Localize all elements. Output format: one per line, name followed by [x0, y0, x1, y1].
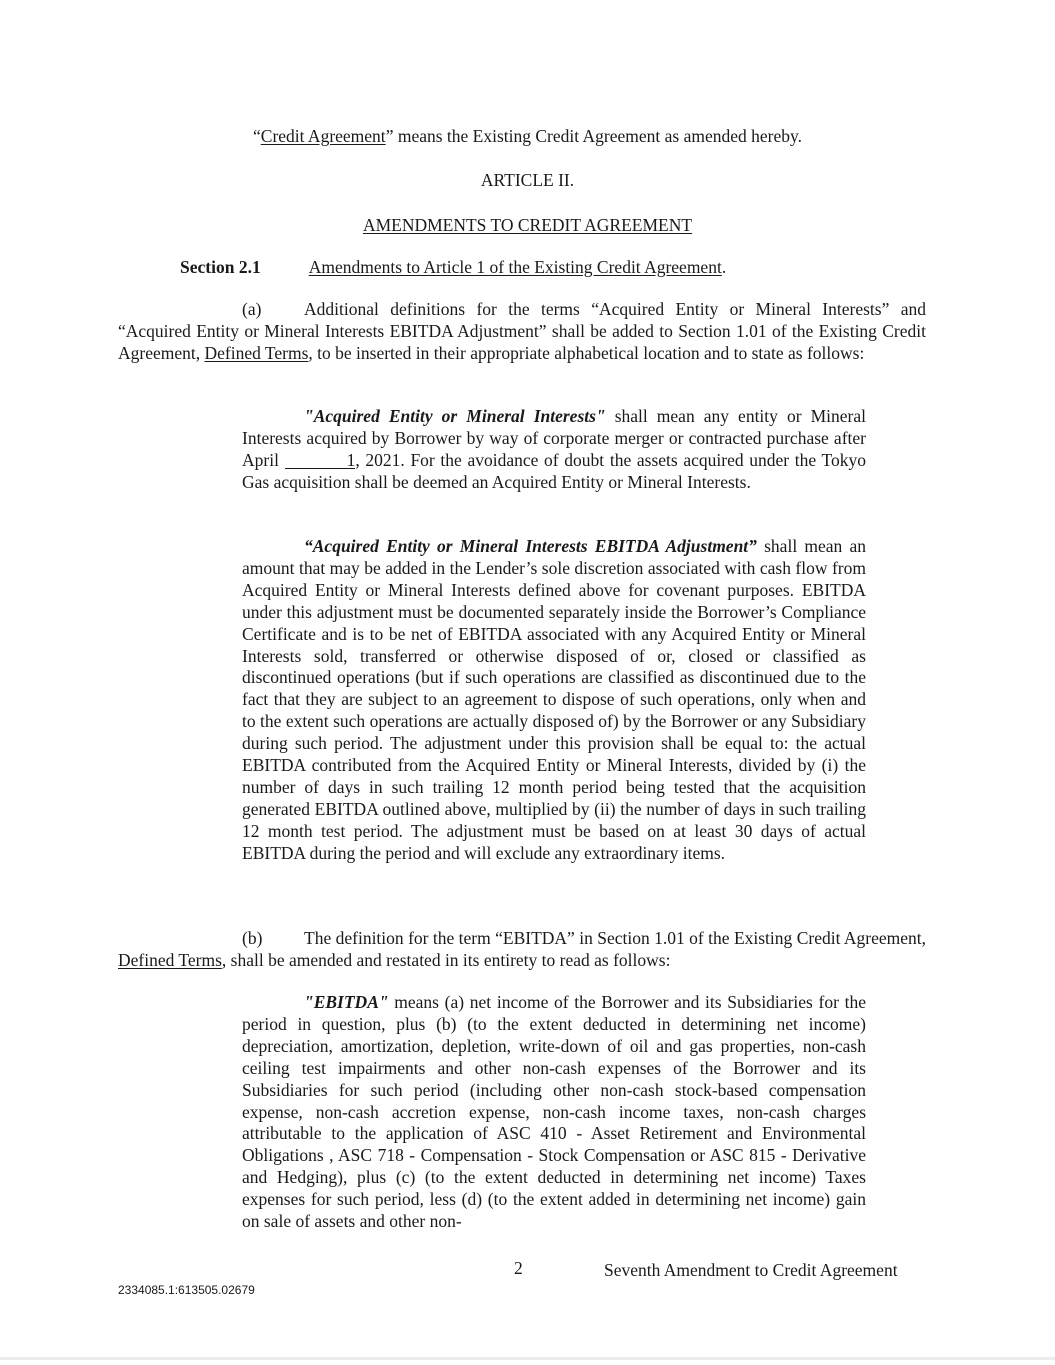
paragraph-a-text-end: , to be inserted in their appropriate alphabetical location and to state as follows:: [308, 342, 865, 363]
credit-agreement-definition: [0, 125, 1055, 147]
paragraph-b-marker: (b): [242, 928, 263, 948]
footer-document-title: Seventh Amendment to Credit Agreement: [604, 1260, 898, 1280]
section-title: Amendments to Article 1 of the Existing Credit Agreement: [308, 257, 722, 277]
article-heading: ARTICLE II.: [480, 170, 575, 190]
defined-term-credit-agreement: Credit Agreement: [260, 126, 386, 146]
date-blank-field: 1: [285, 452, 356, 469]
section-title-period: .: [721, 257, 727, 277]
definition-ebitda-adjustment-text: shall mean an amount that may be added in the Lender’s sole discretion associated with cash flow from Acquired Entity or Mineral Interests defined above for covenant purposes. EBITDA under this adjustment must be documented separately inside the Borrower’s Compliance Certificate and is to be net of EBITDA associated with any Acquired Entity or Mineral Interests sold, transferred or otherwise disposed of or, closed or classified as discontinued operations (but if such operations are classified as discontinued due to the fact that they are subject to an agreement to dispose of such operations, only when and to the extent such operations are actually disposed of) by the Borrower or any Subsidiary during such period. The adjustment under this provision shall be equal to: the actual EBITDA contributed from the Acquired Entity or Mineral Interests, divided by (i) the number of days in such trailing 12 month period being tested that the acquisition generated EBITDA outlined above, multiplied by (ii) the number of days in such trailing 12 month test period. The adjustment must be based on at least 30 days of actual EBITDA during the period and will exclude any extraordinary items.: [242, 536, 866, 863]
page-number: 2: [514, 1258, 523, 1278]
defined-term-ebitda: "EBITDA": [304, 992, 389, 1012]
defined-term-ebitda-adjustment: “Acquired Entity or Mineral Interests EBITDA Adjustment”: [304, 536, 757, 556]
footer-document-id: 2334085.1:613505.02679: [118, 1283, 255, 1297]
definition-ebitda: [242, 992, 866, 1233]
definition-acquired-entity-text-end: , 2021. For the avoidance of doubt the assets acquired under the Tokyo Gas acquisition shall be deemed an Acquired Entity or Mineral Interests.: [242, 449, 866, 492]
defined-term-acquired-entity: "Acquired Entity or Mineral Interests": [304, 406, 606, 426]
section-heading: [180, 256, 726, 278]
defined-terms-reference: Defined Terms: [204, 342, 309, 363]
paragraph-a-text: Additional definitions for the terms “Acquired Entity or Mineral Interests” and “Acquired Entity or Mineral Interests EBITDA Adjustment” shall be added to Section 1.01 of the Existing Credit Agreement,: [118, 299, 926, 363]
definition-ebitda-adjustment: [242, 536, 866, 865]
section-number: Section 2.1: [180, 257, 261, 277]
definition-ebitda-text: means (a) net income of the Borrower and its Subsidiaries for the period in question, plus (b) (to the extent deducted in determining net income) depreciation, amortization, depletion, write-down of oil and gas properties, non-cash ceiling test impairments and other non-cash expenses of the Borrower and its Subsidiaries for such period (including other non-cash stock-based compensation expense, non-cash accretion expense, non-cash income taxes, non-cash charges attributable to the application of ASC 410 - Asset Retirement and Environmental Obligations , ASC 718 - Compensation - Stock Compensation or ASC 815 - Derivative and Hedging), plus (c) (to the extent deducted in determining net income) Taxes expenses for such period, less (d) (to the extent added in determining net income) gain on sale of assets and other non-: [242, 992, 866, 1232]
paragraph-a: [118, 299, 926, 365]
paragraph-a-marker: (a): [242, 299, 262, 319]
open-quote: “: [253, 126, 261, 146]
definition-acquired-entity-text: shall mean any entity or Mineral Interests acquired by Borrower by way of corporate merger or contracted purchase after April: [242, 406, 866, 470]
defined-terms-reference-b: Defined Terms: [118, 949, 222, 970]
article-title-text: AMENDMENTS TO CREDIT AGREEMENT: [362, 215, 693, 235]
article-title: [0, 214, 1055, 236]
page-bottom-edge: [0, 1357, 1055, 1360]
paragraph-b: [118, 928, 926, 972]
paragraph-b-text-end: , shall be amended and restated in its entirety to read as follows:: [221, 949, 671, 970]
paragraph-b-text: The definition for the term “EBITDA” in Section 1.01 of the Existing Credit Agreement,: [304, 928, 926, 948]
definition-text: ” means the Existing Credit Agreement as amended hereby.: [385, 126, 802, 146]
definition-acquired-entity: [242, 406, 866, 494]
